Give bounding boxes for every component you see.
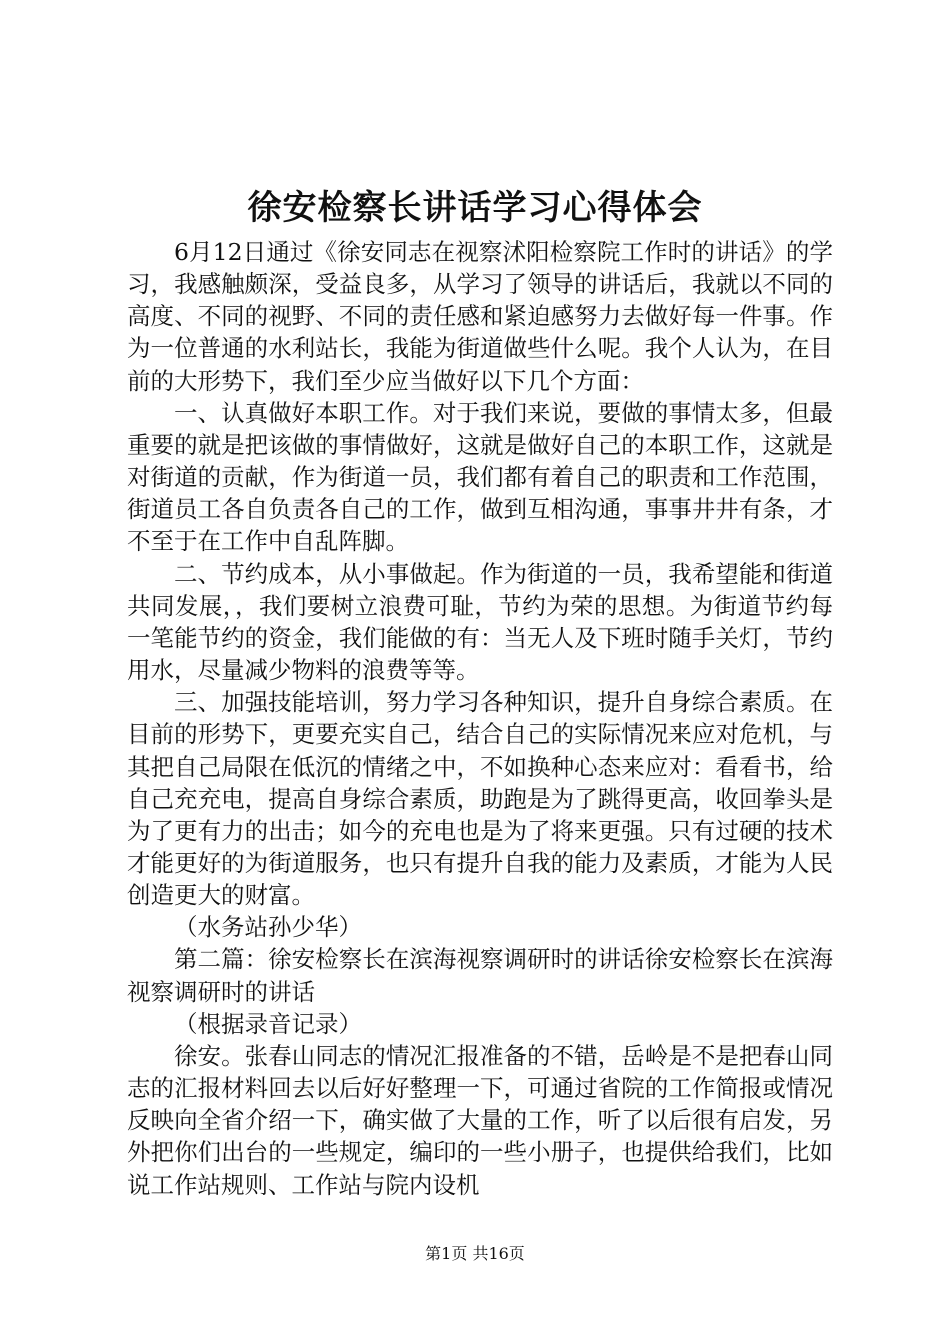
document-title: 徐安检察长讲话学习心得体会 [247, 188, 703, 228]
paragraph-point-one: 一、认真做好本职工作。对于我们来说，要做的事情太多，但最重要的就是把该做的事情做好，这就是做好自己的本职工作，这就是对街道的贡献，作为街道一员，我们都有着自己的职责和工作范围，街道员工各自负责各自己的工作，做到互相沟通，事事井井有条，才不至于在工作中自乱阵脚。 [127, 398, 833, 556]
paragraph-point-three: 三、加强技能培训，努力学习各种知识，提升自身综合素质。在目前的形势下，更要充实自己，结合自己的实际情况来应对危机，与其把自己局限在低沉的情绪之中，不如换种心态来应对：看看书，给自己充充电，提高自身综合素质，助跑是为了跳得更高，收回拳头是为了更有力的出击；如今的充电也是为了将来更强。只有过硬的技术才能更好的为街道服务，也只有提升自我的能力及素质，才能为人民创造更大的财富。 [127, 688, 833, 910]
page-number-footer: 第1页 共16页 [425, 1244, 525, 1263]
paragraph-second-article-title: 第二篇：徐安检察长在滨海视察调研时的讲话徐安检察长在滨海视察调研时的讲话 [127, 945, 833, 1006]
paragraph-point-two: 二、节约成本，从小事做起。作为街道的一员，我希望能和街道共同发展，，我们要树立浪费可耻，节约为荣的思想。为街道节约每一笔能节约的资金，我们能做的有：当无人及下班时随手关灯，节约用水，尽量减少物料的浪费等等。 [127, 559, 833, 685]
paragraph-intro: 6月12日通过《徐安同志在视察沭阳检察院工作时的讲话》的学习，我感触颇深，受益良多，从学习了领导的讲话后，我就以不同的高度、不同的视野、不同的责任感和紧迫感努力去做好每一件事。作为一位普通的水利站长，我能为街道做些什么呢。我个人认为，在目前的大形势下，我们至少应当做好以下几个方面： [127, 238, 833, 395]
paragraph-speech: 徐安。张春山同志的情况汇报准备的不错，岳岭是不是把春山同志的汇报材料回去以后好好整理一下，可通过省院的工作简报或情况反映向全省介绍一下，确实做了大量的工作，听了以后很有启发，另外把你们出台的一些规定，编印的一些小册子，也提供给我们，比如说工作站规则、工作站与院内设机 [127, 1041, 833, 1199]
paragraph-recording-note: （根据录音记录） [174, 1009, 362, 1038]
paragraph-author: （水务站孙少华） [174, 913, 362, 942]
document-body [127, 236, 833, 1201]
